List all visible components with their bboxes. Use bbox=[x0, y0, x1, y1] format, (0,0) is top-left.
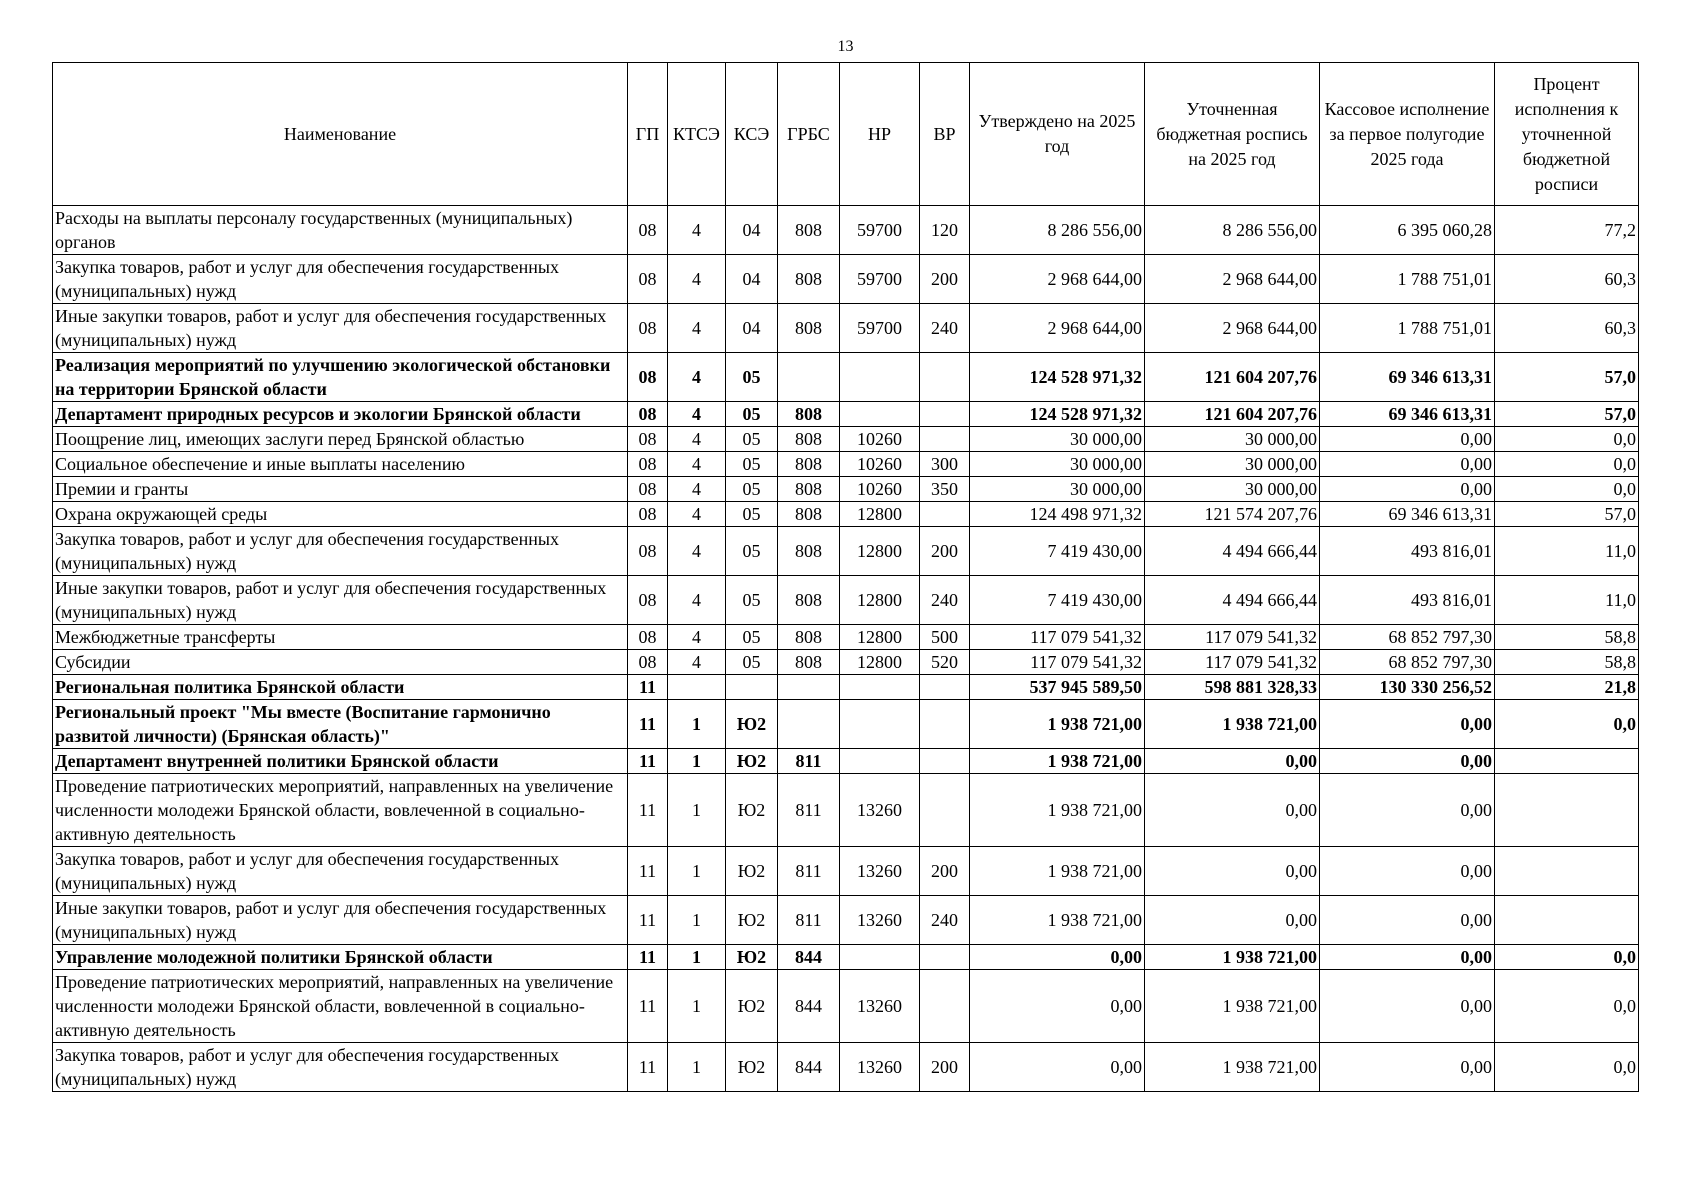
cell-nr: 59700 bbox=[840, 206, 920, 255]
cell-kse: 05 bbox=[726, 527, 778, 576]
header-kse: КСЭ bbox=[726, 63, 778, 206]
cell-approved: 30 000,00 bbox=[970, 477, 1145, 502]
cell-approved: 117 079 541,32 bbox=[970, 650, 1145, 675]
cell-grbs: 811 bbox=[778, 749, 840, 774]
cell-gp: 11 bbox=[628, 970, 668, 1043]
cell-kse: 05 bbox=[726, 427, 778, 452]
table-row bbox=[53, 576, 1639, 625]
cell-kse: 04 bbox=[726, 304, 778, 353]
cell-refined: 0,00 bbox=[1145, 847, 1320, 896]
table-row bbox=[53, 527, 1639, 576]
cell-nr bbox=[840, 700, 920, 749]
table-row bbox=[53, 970, 1639, 1043]
cell-refined: 30 000,00 bbox=[1145, 427, 1320, 452]
cell-refined: 8 286 556,00 bbox=[1145, 206, 1320, 255]
cell-gp: 11 bbox=[628, 749, 668, 774]
table-row bbox=[53, 774, 1639, 847]
cell-gp: 08 bbox=[628, 625, 668, 650]
cell-cash: 493 816,01 bbox=[1320, 527, 1495, 576]
cell-kse: 05 bbox=[726, 477, 778, 502]
cell-name: Закупка товаров, работ и услуг для обеспечения государственных (муниципальных) нужд bbox=[53, 1043, 628, 1092]
cell-vr: 200 bbox=[920, 1043, 970, 1092]
cell-cash: 130 330 256,52 bbox=[1320, 675, 1495, 700]
cell-name: Проведение патриотических мероприятий, направленных на увеличение численности молодежи Брянской области, вовлеченной в социально-активную деятельность bbox=[53, 970, 628, 1043]
cell-cash: 0,00 bbox=[1320, 896, 1495, 945]
cell-percent bbox=[1495, 749, 1639, 774]
cell-approved: 2 968 644,00 bbox=[970, 255, 1145, 304]
cell-nr: 13260 bbox=[840, 970, 920, 1043]
cell-cash: 68 852 797,30 bbox=[1320, 650, 1495, 675]
cell-name: Иные закупки товаров, работ и услуг для обеспечения государственных (муниципальных) нужд bbox=[53, 896, 628, 945]
cell-ktse: 1 bbox=[668, 700, 726, 749]
cell-kse bbox=[726, 675, 778, 700]
cell-vr: 300 bbox=[920, 452, 970, 477]
cell-approved: 0,00 bbox=[970, 945, 1145, 970]
cell-gp: 08 bbox=[628, 427, 668, 452]
cell-gp: 08 bbox=[628, 477, 668, 502]
cell-percent: 77,2 bbox=[1495, 206, 1639, 255]
cell-gp: 08 bbox=[628, 502, 668, 527]
table-row bbox=[53, 749, 1639, 774]
cell-approved: 537 945 589,50 bbox=[970, 675, 1145, 700]
cell-nr: 12800 bbox=[840, 625, 920, 650]
cell-vr: 520 bbox=[920, 650, 970, 675]
cell-percent: 57,0 bbox=[1495, 502, 1639, 527]
cell-nr bbox=[840, 945, 920, 970]
cell-kse: 04 bbox=[726, 206, 778, 255]
cell-ktse: 4 bbox=[668, 625, 726, 650]
cell-kse: Ю2 bbox=[726, 1043, 778, 1092]
cell-approved: 124 528 971,32 bbox=[970, 402, 1145, 427]
cell-gp: 08 bbox=[628, 452, 668, 477]
cell-refined: 117 079 541,32 bbox=[1145, 625, 1320, 650]
cell-kse: Ю2 bbox=[726, 700, 778, 749]
cell-ktse: 1 bbox=[668, 970, 726, 1043]
cell-grbs: 808 bbox=[778, 477, 840, 502]
cell-gp: 08 bbox=[628, 353, 668, 402]
cell-refined: 4 494 666,44 bbox=[1145, 576, 1320, 625]
cell-name: Закупка товаров, работ и услуг для обеспечения государственных (муниципальных) нужд bbox=[53, 255, 628, 304]
cell-cash: 6 395 060,28 bbox=[1320, 206, 1495, 255]
cell-gp: 11 bbox=[628, 847, 668, 896]
cell-percent: 0,0 bbox=[1495, 477, 1639, 502]
cell-vr: 120 bbox=[920, 206, 970, 255]
cell-refined: 4 494 666,44 bbox=[1145, 527, 1320, 576]
cell-vr: 200 bbox=[920, 527, 970, 576]
cell-refined: 0,00 bbox=[1145, 896, 1320, 945]
cell-ktse: 1 bbox=[668, 847, 726, 896]
table-row bbox=[53, 650, 1639, 675]
cell-refined: 1 938 721,00 bbox=[1145, 1043, 1320, 1092]
cell-nr bbox=[840, 402, 920, 427]
cell-approved: 124 498 971,32 bbox=[970, 502, 1145, 527]
budget-execution-table bbox=[52, 62, 1639, 1092]
cell-cash: 1 788 751,01 bbox=[1320, 255, 1495, 304]
cell-vr bbox=[920, 945, 970, 970]
cell-nr bbox=[840, 749, 920, 774]
cell-name: Субсидии bbox=[53, 650, 628, 675]
header-grbs: ГРБС bbox=[778, 63, 840, 206]
cell-percent: 11,0 bbox=[1495, 527, 1639, 576]
cell-kse: 05 bbox=[726, 402, 778, 427]
cell-percent bbox=[1495, 896, 1639, 945]
cell-refined: 117 079 541,32 bbox=[1145, 650, 1320, 675]
cell-grbs: 844 bbox=[778, 970, 840, 1043]
cell-grbs: 808 bbox=[778, 427, 840, 452]
cell-cash: 0,00 bbox=[1320, 847, 1495, 896]
cell-gp: 08 bbox=[628, 255, 668, 304]
cell-name: Социальное обеспечение и иные выплаты населению bbox=[53, 452, 628, 477]
table-row bbox=[53, 477, 1639, 502]
cell-cash: 0,00 bbox=[1320, 477, 1495, 502]
cell-kse: 05 bbox=[726, 625, 778, 650]
cell-cash: 493 816,01 bbox=[1320, 576, 1495, 625]
cell-vr: 500 bbox=[920, 625, 970, 650]
cell-name: Департамент внутренней политики Брянской области bbox=[53, 749, 628, 774]
cell-approved: 0,00 bbox=[970, 1043, 1145, 1092]
cell-gp: 08 bbox=[628, 402, 668, 427]
cell-gp: 11 bbox=[628, 675, 668, 700]
table-row bbox=[53, 700, 1639, 749]
header-name: Наименование bbox=[53, 63, 628, 206]
cell-gp: 11 bbox=[628, 945, 668, 970]
cell-grbs: 844 bbox=[778, 945, 840, 970]
cell-refined: 0,00 bbox=[1145, 774, 1320, 847]
cell-gp: 11 bbox=[628, 774, 668, 847]
cell-ktse: 1 bbox=[668, 945, 726, 970]
cell-ktse: 4 bbox=[668, 255, 726, 304]
cell-name: Региональный проект "Мы вместе (Воспитание гармонично развитой личности) (Брянская область)" bbox=[53, 700, 628, 749]
cell-name: Иные закупки товаров, работ и услуг для обеспечения государственных (муниципальных) нужд bbox=[53, 304, 628, 353]
cell-name: Иные закупки товаров, работ и услуг для обеспечения государственных (муниципальных) нужд bbox=[53, 576, 628, 625]
cell-name: Межбюджетные трансферты bbox=[53, 625, 628, 650]
header-percent: Процент исполнения к уточненной бюджетной росписи bbox=[1495, 63, 1639, 206]
cell-percent: 11,0 bbox=[1495, 576, 1639, 625]
cell-nr: 12800 bbox=[840, 650, 920, 675]
cell-kse: Ю2 bbox=[726, 847, 778, 896]
cell-grbs: 808 bbox=[778, 576, 840, 625]
cell-percent: 21,8 bbox=[1495, 675, 1639, 700]
table-row bbox=[53, 255, 1639, 304]
cell-gp: 11 bbox=[628, 1043, 668, 1092]
cell-vr: 240 bbox=[920, 576, 970, 625]
cell-percent: 60,3 bbox=[1495, 255, 1639, 304]
cell-ktse: 4 bbox=[668, 477, 726, 502]
cell-grbs: 808 bbox=[778, 402, 840, 427]
cell-nr bbox=[840, 675, 920, 700]
cell-cash: 0,00 bbox=[1320, 749, 1495, 774]
cell-ktse: 4 bbox=[668, 502, 726, 527]
cell-nr: 12800 bbox=[840, 576, 920, 625]
cell-refined: 30 000,00 bbox=[1145, 477, 1320, 502]
cell-grbs: 811 bbox=[778, 774, 840, 847]
cell-vr bbox=[920, 774, 970, 847]
cell-vr: 200 bbox=[920, 255, 970, 304]
cell-approved: 1 938 721,00 bbox=[970, 896, 1145, 945]
table-header-row bbox=[53, 63, 1639, 206]
cell-vr: 350 bbox=[920, 477, 970, 502]
cell-ktse: 4 bbox=[668, 353, 726, 402]
cell-grbs: 808 bbox=[778, 625, 840, 650]
cell-nr: 13260 bbox=[840, 774, 920, 847]
cell-ktse: 1 bbox=[668, 774, 726, 847]
cell-ktse: 4 bbox=[668, 206, 726, 255]
cell-refined: 1 938 721,00 bbox=[1145, 970, 1320, 1043]
header-cash: Кассовое исполнение за первое полугодие 2025 года bbox=[1320, 63, 1495, 206]
cell-kse: 05 bbox=[726, 353, 778, 402]
cell-cash: 69 346 613,31 bbox=[1320, 502, 1495, 527]
cell-percent: 60,3 bbox=[1495, 304, 1639, 353]
table-row bbox=[53, 625, 1639, 650]
cell-kse: Ю2 bbox=[726, 945, 778, 970]
cell-gp: 08 bbox=[628, 576, 668, 625]
cell-approved: 1 938 721,00 bbox=[970, 847, 1145, 896]
cell-grbs: 808 bbox=[778, 527, 840, 576]
header-gp: ГП bbox=[628, 63, 668, 206]
cell-kse: Ю2 bbox=[726, 749, 778, 774]
cell-percent: 0,0 bbox=[1495, 452, 1639, 477]
cell-grbs: 811 bbox=[778, 896, 840, 945]
cell-refined: 30 000,00 bbox=[1145, 452, 1320, 477]
cell-percent: 0,0 bbox=[1495, 970, 1639, 1043]
cell-grbs: 808 bbox=[778, 304, 840, 353]
cell-ktse: 4 bbox=[668, 576, 726, 625]
header-approved: Утверждено на 2025 год bbox=[970, 63, 1145, 206]
cell-approved: 8 286 556,00 bbox=[970, 206, 1145, 255]
cell-ktse: 4 bbox=[668, 402, 726, 427]
cell-refined: 121 604 207,76 bbox=[1145, 402, 1320, 427]
cell-approved: 1 938 721,00 bbox=[970, 749, 1145, 774]
cell-grbs bbox=[778, 700, 840, 749]
table-row bbox=[53, 304, 1639, 353]
cell-percent: 0,0 bbox=[1495, 427, 1639, 452]
header-nr: НР bbox=[840, 63, 920, 206]
cell-grbs: 808 bbox=[778, 452, 840, 477]
cell-nr: 12800 bbox=[840, 502, 920, 527]
cell-name: Закупка товаров, работ и услуг для обеспечения государственных (муниципальных) нужд bbox=[53, 847, 628, 896]
cell-vr: 200 bbox=[920, 847, 970, 896]
cell-vr bbox=[920, 427, 970, 452]
cell-grbs: 808 bbox=[778, 206, 840, 255]
cell-approved: 0,00 bbox=[970, 970, 1145, 1043]
table-row bbox=[53, 945, 1639, 970]
cell-name: Проведение патриотических мероприятий, направленных на увеличение численности молодежи Брянской области, вовлеченной в социально-активную деятельность bbox=[53, 774, 628, 847]
cell-vr bbox=[920, 402, 970, 427]
table-row bbox=[53, 896, 1639, 945]
cell-percent: 0,0 bbox=[1495, 1043, 1639, 1092]
cell-approved: 124 528 971,32 bbox=[970, 353, 1145, 402]
table-body bbox=[53, 206, 1639, 1092]
cell-percent: 0,0 bbox=[1495, 945, 1639, 970]
cell-nr: 59700 bbox=[840, 304, 920, 353]
cell-grbs bbox=[778, 353, 840, 402]
page-number: 13 bbox=[837, 38, 854, 55]
cell-name: Управление молодежной политики Брянской области bbox=[53, 945, 628, 970]
cell-percent bbox=[1495, 847, 1639, 896]
cell-refined: 121 604 207,76 bbox=[1145, 353, 1320, 402]
cell-vr bbox=[920, 749, 970, 774]
cell-nr: 10260 bbox=[840, 427, 920, 452]
cell-percent bbox=[1495, 774, 1639, 847]
table-row bbox=[53, 427, 1639, 452]
cell-cash: 0,00 bbox=[1320, 452, 1495, 477]
table-row bbox=[53, 502, 1639, 527]
cell-cash: 68 852 797,30 bbox=[1320, 625, 1495, 650]
cell-approved: 30 000,00 bbox=[970, 427, 1145, 452]
cell-percent: 0,0 bbox=[1495, 700, 1639, 749]
table-row bbox=[53, 847, 1639, 896]
cell-approved: 1 938 721,00 bbox=[970, 700, 1145, 749]
table-row bbox=[53, 206, 1639, 255]
cell-kse: Ю2 bbox=[726, 970, 778, 1043]
cell-grbs: 844 bbox=[778, 1043, 840, 1092]
cell-vr bbox=[920, 970, 970, 1043]
cell-ktse bbox=[668, 675, 726, 700]
cell-ktse: 4 bbox=[668, 427, 726, 452]
table-row bbox=[53, 1043, 1639, 1092]
cell-cash: 69 346 613,31 bbox=[1320, 353, 1495, 402]
cell-name: Региональная политика Брянской области bbox=[53, 675, 628, 700]
cell-grbs bbox=[778, 675, 840, 700]
cell-cash: 0,00 bbox=[1320, 945, 1495, 970]
cell-cash: 1 788 751,01 bbox=[1320, 304, 1495, 353]
cell-kse: 05 bbox=[726, 452, 778, 477]
cell-refined: 2 968 644,00 bbox=[1145, 255, 1320, 304]
cell-name: Поощрение лиц, имеющих заслуги перед Брянской областью bbox=[53, 427, 628, 452]
cell-approved: 117 079 541,32 bbox=[970, 625, 1145, 650]
cell-ktse: 1 bbox=[668, 1043, 726, 1092]
cell-kse: 05 bbox=[726, 576, 778, 625]
cell-cash: 0,00 bbox=[1320, 700, 1495, 749]
cell-cash: 0,00 bbox=[1320, 427, 1495, 452]
cell-gp: 08 bbox=[628, 527, 668, 576]
table-row bbox=[53, 353, 1639, 402]
cell-vr bbox=[920, 700, 970, 749]
cell-nr: 13260 bbox=[840, 1043, 920, 1092]
cell-gp: 11 bbox=[628, 896, 668, 945]
cell-cash: 0,00 bbox=[1320, 970, 1495, 1043]
cell-ktse: 1 bbox=[668, 896, 726, 945]
cell-nr: 13260 bbox=[840, 847, 920, 896]
cell-percent: 57,0 bbox=[1495, 353, 1639, 402]
cell-grbs: 808 bbox=[778, 255, 840, 304]
cell-name: Охрана окружающей среды bbox=[53, 502, 628, 527]
cell-refined: 121 574 207,76 bbox=[1145, 502, 1320, 527]
cell-kse: 05 bbox=[726, 502, 778, 527]
cell-approved: 1 938 721,00 bbox=[970, 774, 1145, 847]
cell-vr bbox=[920, 353, 970, 402]
cell-vr bbox=[920, 675, 970, 700]
cell-grbs: 808 bbox=[778, 502, 840, 527]
cell-approved: 30 000,00 bbox=[970, 452, 1145, 477]
cell-ktse: 4 bbox=[668, 527, 726, 576]
table-row bbox=[53, 452, 1639, 477]
cell-ktse: 4 bbox=[668, 650, 726, 675]
cell-ktse: 4 bbox=[668, 452, 726, 477]
cell-kse: Ю2 bbox=[726, 774, 778, 847]
cell-nr bbox=[840, 353, 920, 402]
cell-ktse: 1 bbox=[668, 749, 726, 774]
cell-vr: 240 bbox=[920, 896, 970, 945]
cell-cash: 0,00 bbox=[1320, 1043, 1495, 1092]
table-row bbox=[53, 402, 1639, 427]
cell-ktse: 4 bbox=[668, 304, 726, 353]
cell-refined: 1 938 721,00 bbox=[1145, 700, 1320, 749]
cell-gp: 08 bbox=[628, 650, 668, 675]
header-vr: ВР bbox=[920, 63, 970, 206]
cell-nr: 59700 bbox=[840, 255, 920, 304]
cell-gp: 08 bbox=[628, 304, 668, 353]
cell-name: Закупка товаров, работ и услуг для обеспечения государственных (муниципальных) нужд bbox=[53, 527, 628, 576]
cell-nr: 13260 bbox=[840, 896, 920, 945]
cell-name: Расходы на выплаты персоналу государственных (муниципальных) органов bbox=[53, 206, 628, 255]
cell-percent: 58,8 bbox=[1495, 625, 1639, 650]
cell-kse: Ю2 bbox=[726, 896, 778, 945]
cell-kse: 05 bbox=[726, 650, 778, 675]
cell-name: Департамент природных ресурсов и экологии Брянской области bbox=[53, 402, 628, 427]
cell-vr bbox=[920, 502, 970, 527]
cell-refined: 0,00 bbox=[1145, 749, 1320, 774]
header-ktse: КТСЭ bbox=[668, 63, 726, 206]
cell-approved: 7 419 430,00 bbox=[970, 527, 1145, 576]
cell-cash: 0,00 bbox=[1320, 774, 1495, 847]
cell-name: Реализация мероприятий по улучшению экологической обстановки на территории Брянской области bbox=[53, 353, 628, 402]
cell-percent: 58,8 bbox=[1495, 650, 1639, 675]
cell-nr: 10260 bbox=[840, 477, 920, 502]
cell-approved: 2 968 644,00 bbox=[970, 304, 1145, 353]
cell-gp: 08 bbox=[628, 206, 668, 255]
cell-name: Премии и гранты bbox=[53, 477, 628, 502]
cell-gp: 11 bbox=[628, 700, 668, 749]
cell-approved: 7 419 430,00 bbox=[970, 576, 1145, 625]
cell-nr: 12800 bbox=[840, 527, 920, 576]
cell-grbs: 808 bbox=[778, 650, 840, 675]
cell-grbs: 811 bbox=[778, 847, 840, 896]
cell-vr: 240 bbox=[920, 304, 970, 353]
cell-refined: 1 938 721,00 bbox=[1145, 945, 1320, 970]
cell-nr: 10260 bbox=[840, 452, 920, 477]
cell-refined: 2 968 644,00 bbox=[1145, 304, 1320, 353]
header-refined: Уточненная бюджетная роспись на 2025 год bbox=[1145, 63, 1320, 206]
cell-percent: 57,0 bbox=[1495, 402, 1639, 427]
cell-refined: 598 881 328,33 bbox=[1145, 675, 1320, 700]
cell-cash: 69 346 613,31 bbox=[1320, 402, 1495, 427]
table-row bbox=[53, 675, 1639, 700]
cell-kse: 04 bbox=[726, 255, 778, 304]
